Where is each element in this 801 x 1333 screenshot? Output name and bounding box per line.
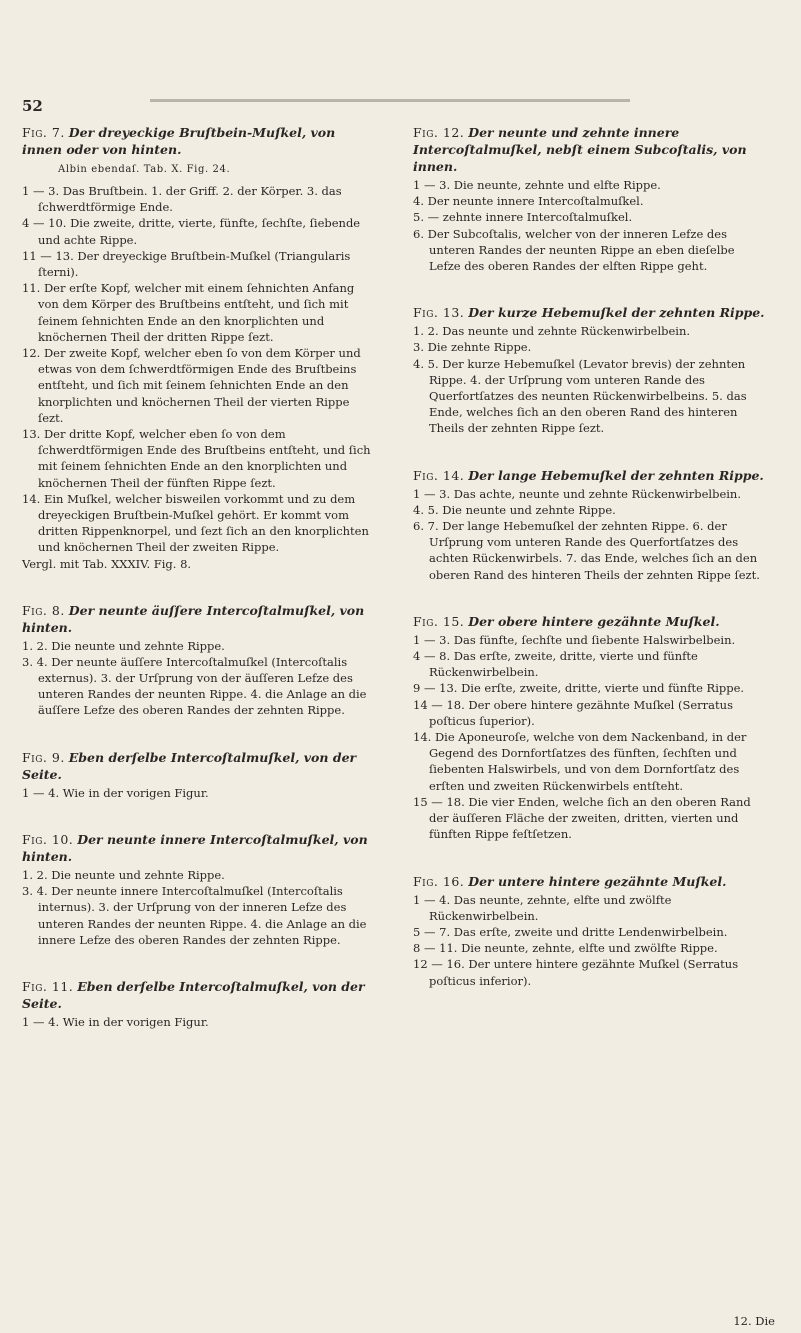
legend-entry: 4 — 10. Die zweite, dritte, vierte, fünfte, ſechſte, ſiebende und achte Rippe. [22,216,361,247]
figure-title: Eben derſelbe Intercoſtalmuſkel, von der Seite. [22,749,357,782]
legend-entry: 1 — 3. Das Bruſtbein. 1. der Griff. 2. der Körper. 3. das ſchwerdtförmige Ende. [22,184,342,215]
legend-entry: 13. Der dritte Kopf, welcher eben ſo von dem ſchwerdtförmigen Ende des Bruſtbeins entſteht, und ſich mit ſeinem ſehnichten Ende an den knorplichten und knöchernen Theil der fünften Rippe ſezt. [22,427,371,490]
legend-entry: 5 — 7. Das erſte, zweite und dritte Lendenwirbelbein. [413,924,728,939]
legend-entry: 14. Die Aponeuroſe, welche von dem Nackenband, in der Gegend des Dornfortſatzes des fünften, ſechſten und ſiebenten Halswirbels, und von dem Dornfortſatz des erſten und zweiten Rückenwirbels entſteht. [413,730,747,793]
figure-label: Fig. 13. [413,305,465,321]
figure-title: Der neunte und zehnte innere Intercoſtalmuſkel, nebſt einem Subcoſtalis, von innen. [413,125,747,174]
figure-heading [413,873,768,890]
figure-title: Der neunte äuſſere Intercoſtalmuſkel, von hinten. [22,602,365,635]
figure-title: Der untere hintere gezähnte Muſkel. [468,873,727,889]
figure-section [22,978,377,1030]
legend-entry: 8 — 11. Die neunte, zehnte, elfte und zwölfte Rippe. [413,941,718,956]
legend-entry: 1 — 3. Das fünfte, ſechſte und ſiebente Halswirbelbein. [413,632,736,647]
figure-heading [22,124,377,158]
legend-entry: 1 — 4. Das neunte, zehnte, elfte und zwölfte Rückenwirbelbein. [413,892,672,923]
figure-heading [22,978,377,1012]
legend-entry: 1 — 3. Das achte, neunte und zehnte Rückenwirbelbein. [413,486,741,501]
figure-title: Der obere hintere gezähnte Muſkel. [468,613,720,629]
legend-entry: 6. 7. Der lange Hebemuſkel der zehnten Rippe. 6. der Urſprung vom unteren Rande des Querfortſatzes des achten Rückenwirbels. 7. das Ende, welches ſich an den oberen Rand des hinteren Theils der zehnten Rippe ſezt. [413,519,760,582]
legend-entry: 5. — zehnte innere Intercoſtalmuſkel. [413,210,633,225]
legend-entry: 1 — 3. Die neunte, zehnte und elfte Rippe. [413,178,661,192]
legend-entry: 1. 2. Das neunte und zehnte Rückenwirbelbein. [413,324,691,339]
legend-entry: 1 — 4. Wie in der vorigen Figur. [22,1014,209,1029]
figure-heading [22,602,377,636]
figure-section [413,613,768,843]
figure-label: Fig. 9. [22,749,65,765]
figure-heading [413,304,768,321]
legend-entry: 4. 5. Die neunte und zehnte Rippe. [413,502,616,517]
legend-entry: 3. 4. Der neunte äuſſere Intercoſtalmuſkel (Intercoſtalis externus). 3. der Urſprung von der äuſſeren Lefze des unteren Randes der neunten Rippe. 4. die Anlage an die äuſſere Lefze des oberen Randes der zehnten Rippe. [22,654,367,718]
legend-entry: 12 — 16. Der untere hintere gezähnte Muſkel (Serratus poſticus inferior). [413,957,739,988]
legend-entry: 1 — 4. Wie in der vorigen Figur. [22,785,209,800]
page-number: 52 [22,97,43,115]
legend-entry: 14. Ein Muſkel, welcher bisweilen vorkommt und zu dem dreyeckigen Bruſtbein-Muſkel gehört. Er kommt vom dritten Rippenknorpel, und ſezt ſich an den knorplichten und knöchernen Theil der zweiten Rippe. [22,491,369,555]
figure-section [22,831,377,948]
figure-label: Fig. 14. [413,467,465,483]
catchword: 12. Die [733,1314,775,1328]
figure-section [413,124,768,274]
left-column [22,124,377,1060]
cross-reference: Vergl. mit Tab. XXXIV. Fig. 8. [22,556,192,571]
legend-entry: 4 — 8. Das erſte, zweite, dritte, vierte und fünfte Rückenwirbelbein. [413,649,698,680]
legend-entry: 3. Die zehnte Rippe. [413,340,532,355]
figure-heading [413,467,768,484]
legend-entry: 4. Der neunte innere Intercoſtalmuſkel. [413,194,644,209]
figure-label: Fig. 15. [413,613,465,629]
legend-entry: 1. 2. Die neunte und zehnte Rippe. [22,638,225,653]
legend-entry: 9 — 13. Die erſte, zweite, dritte, vierte und fünfte Rippe. [413,681,745,696]
figure-label: Fig. 12. [413,125,465,140]
figure-heading [22,749,377,783]
figure-section [413,304,768,436]
figure-section [413,873,768,989]
legend-entry: 12. Der zweite Kopf, welcher eben ſo von dem Körper und etwas von dem ſchwerdtförmigen Ende des Bruſtbeins entſteht, und ſich mit ſeinem ſehnichten Ende an den knorplichten und knöchernen Theil der vierten Rippe ſezt. [22,346,361,425]
figure-label: Fig. 16. [413,873,465,889]
right-column [413,124,768,1019]
figure-section [22,749,377,801]
figure-heading [22,831,377,865]
legend-entry: 6. Der Subcoſtalis, welcher von der inneren Lefze des unteren Randes der neunten Rippe an eben dieſelbe Lefze des oberen Randes der elften Rippe geht. [413,226,735,274]
figure-title: Der neunte innere Intercoſtalmuſkel, von hinten. [22,831,368,864]
figure-section [22,124,377,572]
figure-section [413,467,768,583]
legend-entry: 11 — 13. Der dreyeckige Bruſtbein-Muſkel (Triangularis ſterni). [22,248,351,280]
figure-label: Fig. 11. [22,978,74,994]
legend-entry: 1. 2. Die neunte und zehnte Rippe. [22,867,225,882]
figure-source: Albin ebendaſ. Tab. X. Fig. 24. [58,164,231,175]
legend-entry: 11. Der erſte Kopf, welcher mit einem ſehnichten Anfang von dem Körper des Bruſtbeins entſteht, und ſich mit ſeinem ſehnichten Ende an den knorplichten und knöchernen Theil der dritten Rippe ſezt. [22,281,355,344]
figure-section [22,602,377,719]
figure-label: Fig. 7. [22,125,65,140]
figure-label: Fig. 10. [22,831,74,847]
legend-entry: 14 — 18. Der obere hintere gezähnte Muſkel (Serratus poſticus ſuperior). [413,697,733,728]
legend-entry: 3. 4. Der neunte innere Intercoſtalmuſkel (Intercoſtalis internus). 3. der Urſprung von der inneren Lefze des unteren Randes der neunten Rippe. 4. die Anlage an die innere Lefze des oberen Randes der zehnten Rippe. [22,884,367,947]
figure-title: Der kurze Hebemuſkel der zehnten Rippe. [468,305,765,321]
figure-heading [413,124,768,175]
figure-heading [413,613,768,630]
figure-title: Eben derſelbe Intercoſtalmuſkel, von der Seite. [22,978,365,1011]
legend-entry: 15 — 18. Die vier Enden, welche ſich an den oberen Rand der äuſſeren Fläche der zweiten, dritten, vierten und fünften Rippe feſtſetzen. [413,794,751,842]
figure-title: Der dreyeckige Bruſtbein-Muſkel, von innen oder von hinten. [22,125,336,157]
legend-entry: 4. 5. Der kurze Hebemuſkel (Levator brevis) der zehnten Rippe. 4. der Urſprung vom unteren Rande des Querfortſatzes des neunten Rückenwirbelbeins. 5. das Ende, welches ſich an den oberen Rand des hinteren Theils der zehnten Rippe ſezt. [413,356,747,436]
figure-title: Der lange Hebemuſkel der zehnten Rippe. [468,467,764,483]
header-rule [150,99,630,102]
figure-label: Fig. 8. [22,602,65,618]
